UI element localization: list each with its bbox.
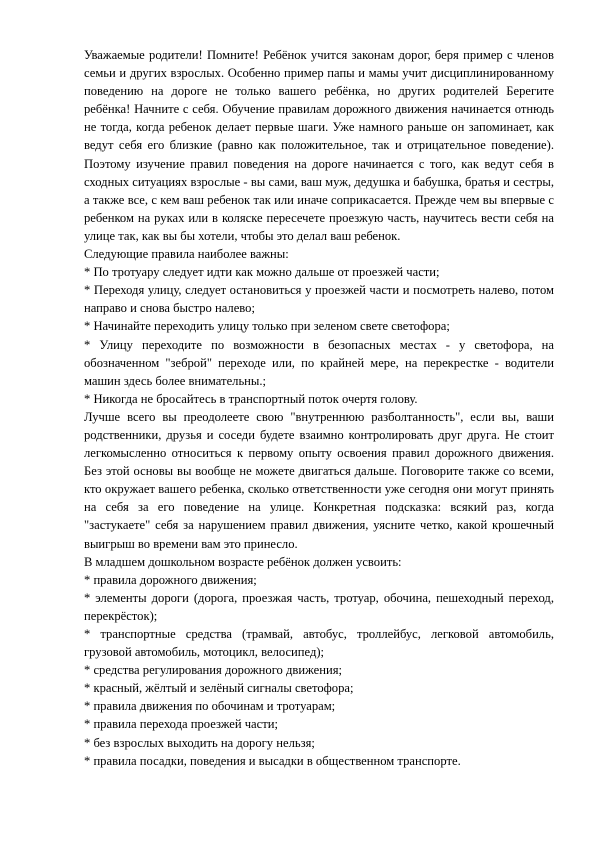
intro-paragraph: Уважаемые родители! Помните! Ребёнок учится законам дорог, беря пример с членов семьи и других взрослых. Особенно пример папы и мамы учит дисциплинированному поведению на дороге не только вашего ребёнка, но других родителей Берегите ребёнка! Начните с себя. Обучение правилам дорожного движения начинается отнюдь не тогда, когда ребенок делает первые шаги. Уже намного раньше он запоминает, как ведут себя его близкие (равно как положительное, так и отрицательное поведение). Поэтому изучение правил поведения на дороге начинается с того, как ведут себя в сходных ситуациях взрослые - вы сами, ваш муж, дедушка и бабушка, братья и сестры, а также все, с кем ваш ребенок так или иначе соприкасается. Прежде чем вы впервые с ребенком на руках или в коляске пересечете проезжую часть, научитесь вести себя на улице так, как вы бы хотели, чтобы это делал ваш ребенок. [84,48,554,243]
learn-item: * правила перехода проезжей части; [84,717,278,732]
rule-item: * Никогда не бросайтесь в транспортный поток очертя голову. [84,391,418,406]
learn-item: * транспортные средства (трамвай, автобус, троллейбус, легковой автомобиль, грузовой автомобиль, мотоцикл, велосипед); [84,627,554,660]
preschool-heading: В младшем дошкольном возрасте ребёнок должен усвоить: [84,554,402,569]
learn-item: * правила дорожного движения; [84,572,257,587]
document-page [84,46,554,770]
rules-heading: Следующие правила наиболее важны: [84,247,289,262]
rule-item: * Улицу переходите по возможности в безопасных местах - у светофора, на обозначенном "зеброй" переходе или, по крайней мере, на перекрестке - водители машин здесь более внимательны.; [84,337,554,388]
advice-paragraph: Лучше всего вы преодолеете свою "внутреннюю разболтанность", если вы, ваши родственники, друзья и соседи будете взаимно контролировать друг друга. Не стоит легкомысленно относиться к первому опыту освоения правил дорожного движения. Без этой основы вы вообще не можете двигаться дальше. Поговорите также со всеми, кто окружает вашего ребенка, сколько ответственности уже сегодня они могут принять на себя за его поведение на улице. Конкретная подсказка: всякий раз, когда "застукаете" себя за нарушением правил движения, уясните четко, какой крошечный выигрыш во времени вам это принесло. [84,409,554,551]
rule-item: * Переходя улицу, следует остановиться у проезжей части и посмотреть налево, потом направо и снова быстро налево; [84,283,554,316]
rule-item: * Начинайте переходить улицу только при зеленом свете светофора; [84,319,450,334]
learn-item: * красный, жёлтый и зелёный сигналы светофора; [84,681,354,696]
learn-item: * средства регулирования дорожного движения; [84,663,342,678]
learn-item: * элементы дороги (дорога, проезжая часть, тротуар, обочина, пешеходный переход, перекрёсток); [84,590,554,623]
learn-item: * правила посадки, поведения и высадки в общественном транспорте. [84,753,461,768]
learn-item: * без взрослых выходить на дорогу нельзя; [84,735,315,750]
learn-item: * правила движения по обочинам и тротуарам; [84,699,336,714]
rule-item: * По тротуару следует идти как можно дальше от проезжей части; [84,265,440,280]
